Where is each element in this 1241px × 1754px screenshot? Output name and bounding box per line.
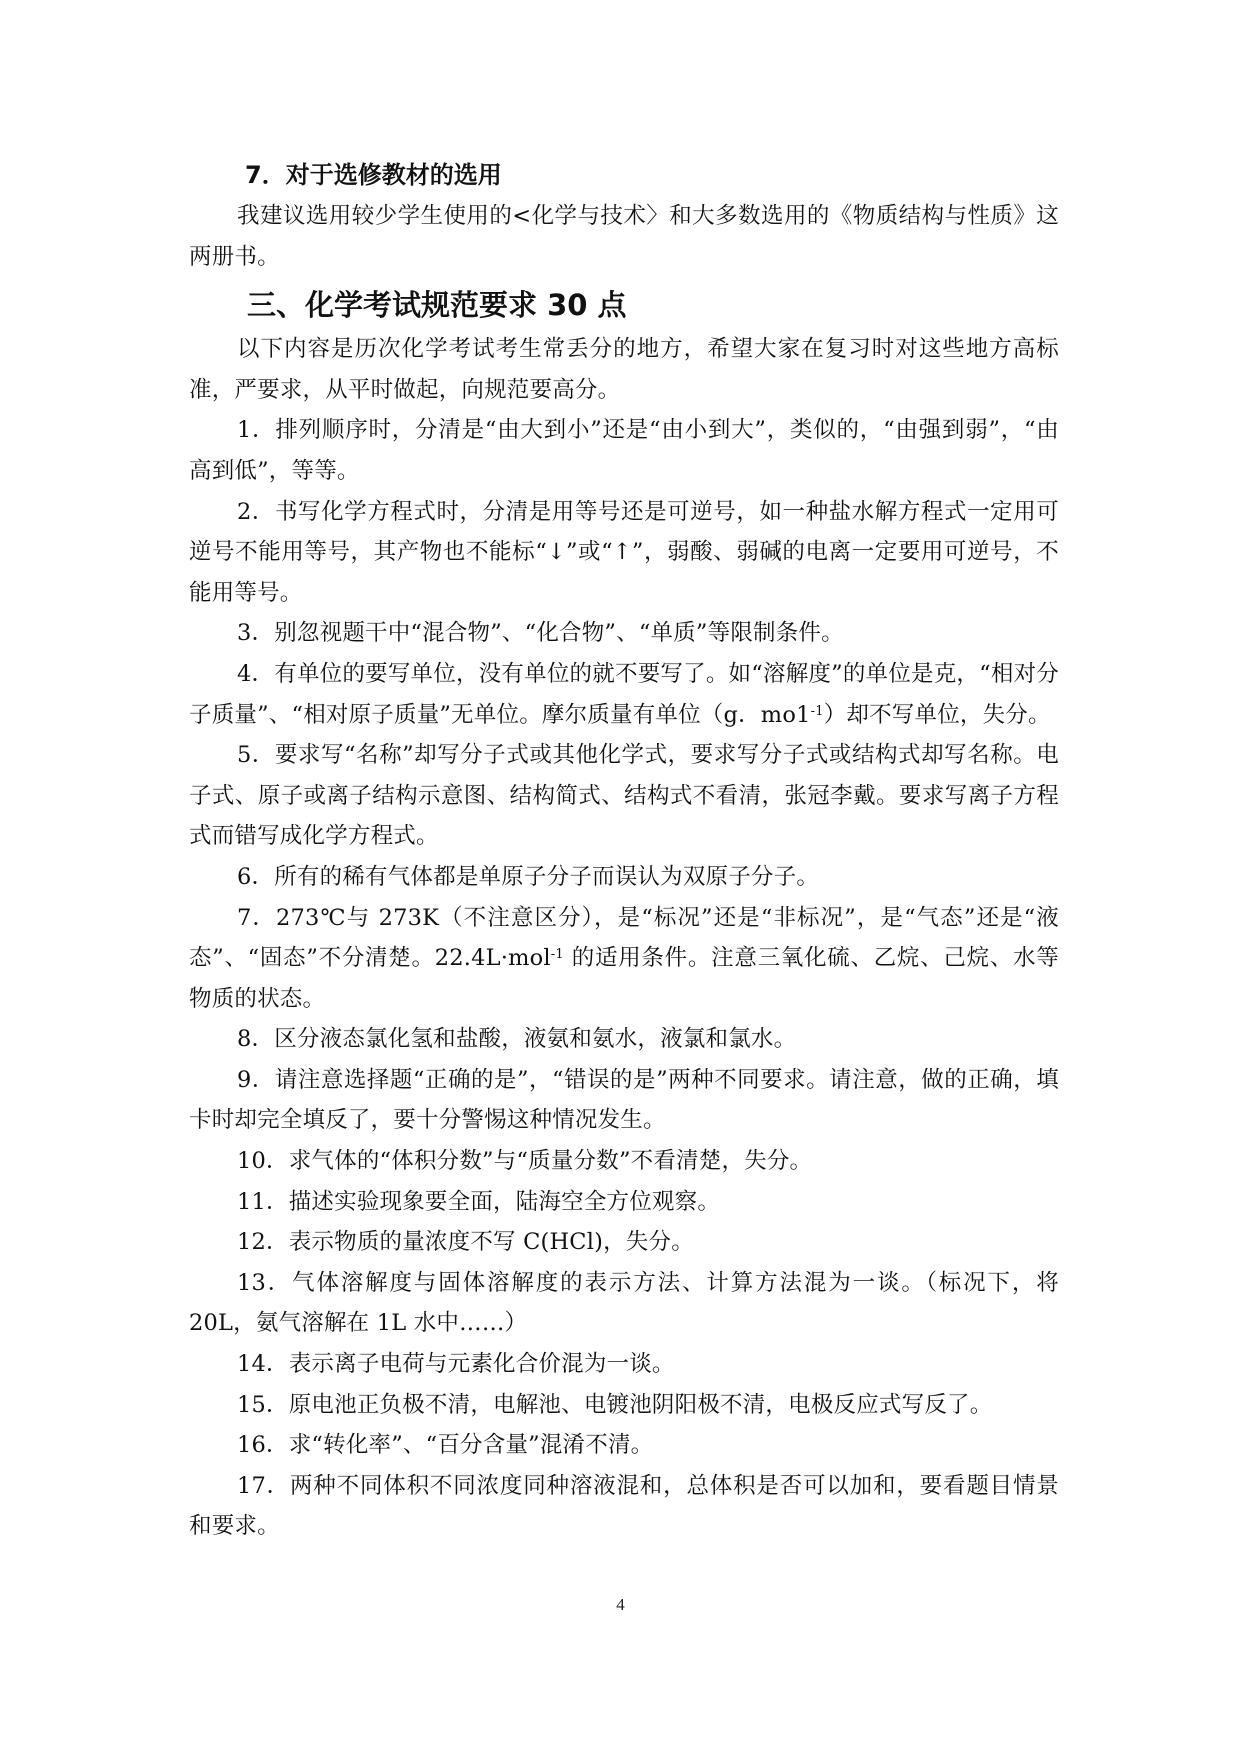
rule-item-1: 1．排列顺序时，分清是“由大到小”还是“由小到大”，类似的，“由强到弱”，“由高到低”，等等。: [189, 417, 1059, 484]
rule-item-11: 11．描述实验现象要全面，陆海空全方位观察。: [237, 1188, 721, 1215]
section-7-text: 我建议选用较少学生使用的<化学与技术〉和大多数选用的《物质结构与性质》这两册书。: [189, 203, 1059, 270]
rule-item-7: [189, 898, 1059, 1020]
rule-item-17: 17．两种不同体积不同浓度同种溶液混和，总体积是否可以加和，要看题目情景和要求。: [189, 1472, 1059, 1540]
rule-item-4-superscript: -1: [810, 703, 824, 719]
rule-item-3: 3．别忽视题干中“混合物”、“化合物”、“单质”等限制条件。: [237, 620, 844, 647]
rule-item-7-superscript: -1: [550, 947, 564, 963]
rule-item-13: 13．气体溶解度与固体溶解度的表示方法、计算方法混为一谈。（标况下，将 20L，氨气溶解在 1L 水中……）: [189, 1269, 1059, 1337]
rule-item-4-text-b: ）却不写单位，失分。: [823, 701, 1051, 728]
page-number: 4: [616, 1595, 625, 1614]
rule-item-4-text-a: 4．有单位的要写单位，没有单位的就不要写了。如“溶解度”的单位是克，“相对分子质量”、“相对原子质量”无单位。摩尔质量有单位（g．mo1: [189, 660, 1059, 728]
rule-item-12: 12．表示物质的量浓度不写 C(HCl)，失分。: [237, 1229, 694, 1256]
document-body: [189, 155, 1059, 1547]
rule-item-2: 2．书写化学方程式时，分清是用等号还是可逆号，如一种盐水解方程式一定用可逆号不能用等号，其产物也不能标“↓”或“↑”，弱酸、弱碱的电离一定要用可逆号，不能用等号。: [189, 498, 1059, 606]
section-3-intro: 以下内容是历次化学考试考生常丢分的地方，希望大家在复习时对这些地方高标准，严要求，从平时做起，向规范要高分。: [189, 336, 1059, 403]
rule-item-6: 6．所有的稀有气体都是单原子分子而误认为双原子分子。: [237, 863, 820, 890]
rule-item-16: 16．求“转化率”、“百分含量”混淆不清。: [237, 1432, 654, 1459]
rule-item-5: 5．要求写“名称”却写分子式或其他化学式，要求写分子式或结构式却写名称。电子式、原子或离子结构示意图、结构简式、结构式不看清，张冠李戴。要求写离子方程式而错写成化学方程式。: [189, 742, 1059, 850]
rule-item-7-text-a: 7．273℃与 273K（不注意区分），是“标况”还是“非标况”，是“气态”还是“液态”、“固态”不分清楚。22.4L·mol: [189, 904, 1059, 972]
rule-item-4: [189, 654, 1059, 735]
rule-item-14: 14．表示离子电荷与元素化合价混为一谈。: [237, 1351, 675, 1378]
rule-item-15: 15．原电池正负极不清，电解池、电镀池阴阳极不清，电极反应式写反了。: [237, 1391, 993, 1418]
rule-item-7-text-b: 的适用条件。注意三氧化硫、乙烷、己烷、水等物质的状态。: [189, 945, 1059, 1012]
rule-item-9: 9．请注意选择题“正确的是”，“错误的是”两种不同要求。请注意，做的正确，填卡时却完全填反了，要十分警惕这种情况发生。: [189, 1066, 1059, 1134]
section-3-heading: 三、化学考试规范要求 30 点: [247, 288, 627, 323]
rule-item-10: 10．求气体的“体积分数”与“质量分数”不看清楚，失分。: [237, 1148, 813, 1175]
section-7-heading: 7．对于选修教材的选用: [245, 161, 502, 189]
rule-item-8: 8．区分液态氯化氢和盐酸，液氨和氨水，液氯和氯水。: [237, 1026, 797, 1053]
